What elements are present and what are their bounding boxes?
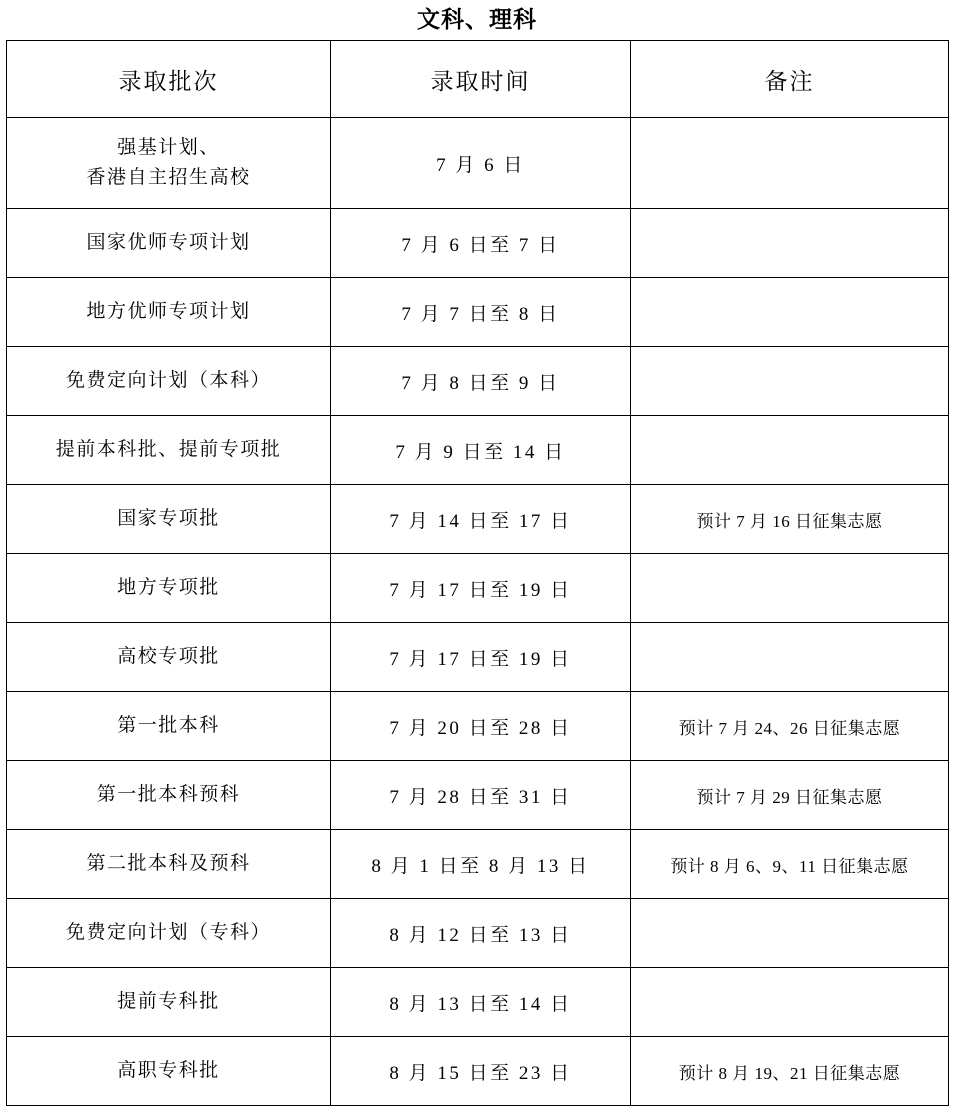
cell-note	[631, 899, 949, 968]
table-row	[7, 1037, 949, 1106]
cell-note	[631, 623, 949, 692]
cell-batch: 国家专项批	[7, 485, 331, 554]
cell-batch: 地方专项批	[7, 554, 331, 623]
cell-batch: 免费定向计划（本科）	[7, 347, 331, 416]
table-row	[7, 623, 949, 692]
cell-time: 7 月 17 日至 19 日	[331, 554, 631, 623]
cell-note	[631, 278, 949, 347]
cell-note	[631, 347, 949, 416]
cell-batch: 高校专项批	[7, 623, 331, 692]
cell-time: 7 月 28 日至 31 日	[331, 761, 631, 830]
cell-note: 预计 8 月 6、9、11 日征集志愿	[631, 830, 949, 899]
cell-time: 7 月 7 日至 8 日	[331, 278, 631, 347]
table-row	[7, 968, 949, 1037]
cell-time: 7 月 17 日至 19 日	[331, 623, 631, 692]
cell-batch: 第二批本科及预科	[7, 830, 331, 899]
cell-note	[631, 416, 949, 485]
cell-time: 7 月 8 日至 9 日	[331, 347, 631, 416]
cell-time: 7 月 6 日至 7 日	[331, 209, 631, 278]
column-header-time: 录取时间	[331, 41, 631, 118]
table-header	[7, 41, 949, 118]
table-row	[7, 347, 949, 416]
table-row	[7, 692, 949, 761]
table-row	[7, 830, 949, 899]
table-row	[7, 761, 949, 830]
cell-note	[631, 118, 949, 209]
table-row	[7, 278, 949, 347]
cell-batch: 国家优师专项计划	[7, 209, 331, 278]
cell-time: 7 月 20 日至 28 日	[331, 692, 631, 761]
cell-batch: 提前专科批	[7, 968, 331, 1037]
cell-batch: 提前本科批、提前专项批	[7, 416, 331, 485]
table-header-row	[7, 41, 949, 118]
table-row	[7, 485, 949, 554]
table-row	[7, 118, 949, 209]
column-header-batch: 录取批次	[7, 41, 331, 118]
cell-batch: 地方优师专项计划	[7, 278, 331, 347]
table-body	[7, 118, 949, 1106]
table-row	[7, 416, 949, 485]
cell-note: 预计 8 月 19、21 日征集志愿	[631, 1037, 949, 1106]
cell-time: 7 月 6 日	[331, 118, 631, 209]
cell-batch	[7, 118, 331, 209]
admission-schedule-table	[6, 40, 949, 1106]
cell-time: 8 月 15 日至 23 日	[331, 1037, 631, 1106]
table-row	[7, 899, 949, 968]
cell-time: 8 月 12 日至 13 日	[331, 899, 631, 968]
cell-note: 预计 7 月 16 日征集志愿	[631, 485, 949, 554]
table-row	[7, 554, 949, 623]
cell-batch: 第一批本科预科	[7, 761, 331, 830]
cell-note	[631, 968, 949, 1037]
page-title: 文科、理科	[417, 6, 537, 32]
cell-time: 8 月 1 日至 8 月 13 日	[331, 830, 631, 899]
table-row	[7, 209, 949, 278]
cell-batch-line-1: 强基计划、	[117, 137, 220, 158]
cell-batch-line-2: 香港自主招生高校	[86, 167, 251, 188]
cell-note	[631, 554, 949, 623]
cell-batch: 高职专科批	[7, 1037, 331, 1106]
cell-time: 7 月 9 日至 14 日	[331, 416, 631, 485]
cell-time: 8 月 13 日至 14 日	[331, 968, 631, 1037]
cell-note: 预计 7 月 24、26 日征集志愿	[631, 692, 949, 761]
cell-time: 7 月 14 日至 17 日	[331, 485, 631, 554]
cell-note: 预计 7 月 29 日征集志愿	[631, 761, 949, 830]
cell-note	[631, 209, 949, 278]
column-header-note: 备注	[631, 41, 949, 118]
cell-batch: 免费定向计划（专科）	[7, 899, 331, 968]
cell-batch: 第一批本科	[7, 692, 331, 761]
